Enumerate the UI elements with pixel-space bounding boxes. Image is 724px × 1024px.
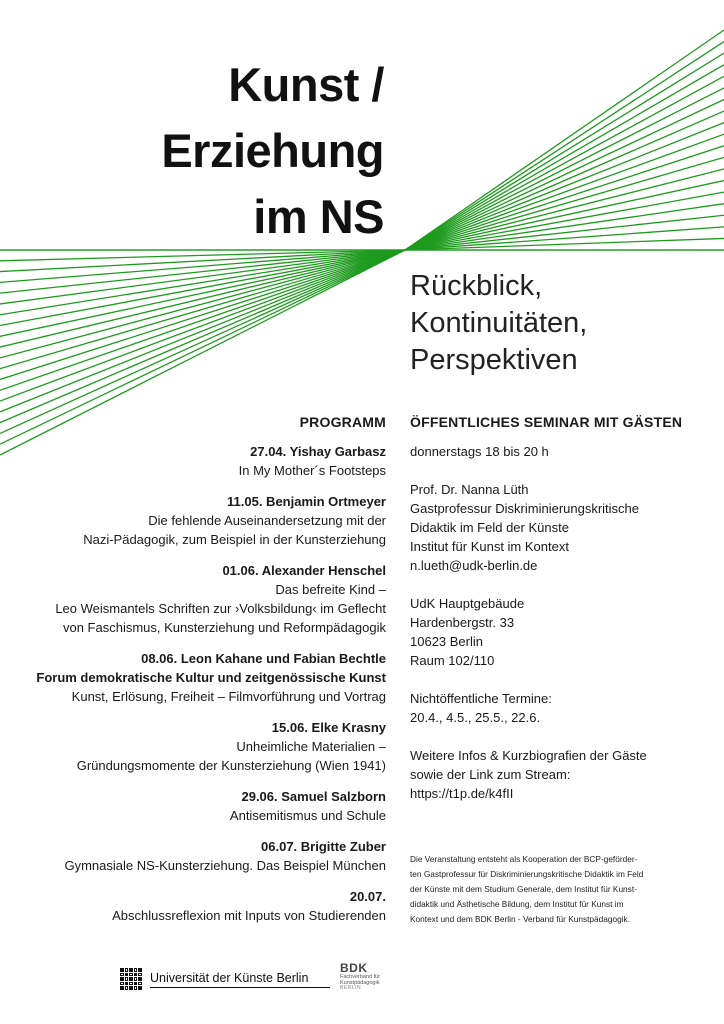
title-line: Kunst / [228,58,384,111]
program-entry [6,561,386,637]
note-line: Kontext und dem BDK Berlin - Verband für Kunstpädagogik. [410,914,631,924]
title-line: Erziehung [161,124,384,177]
program-entry-text: Gründungsmomente der Kunsterziehung (Wien 1941) [76,758,386,773]
program-entry-text: Das befreite Kind – [275,582,386,597]
program-entry-text: In My Mother´s Footsteps [238,463,386,478]
udk-logo-name: Universität der Künste Berlin [150,971,330,988]
program-entry-text: Antisemitismus und Schule [229,808,386,823]
program-entry [6,492,386,549]
program-entry-text: Gymnasiale NS-Kunsterziehung. Das Beispiel München [64,858,386,873]
program-entry [6,837,386,875]
ray-line [0,250,405,412]
program-entry-text: Nazi-Pädagogik, zum Beispiel in der Kunsterziehung [83,532,386,547]
info-line: Nichtöffentliche Termine: [410,691,552,706]
ray-line [405,42,724,250]
info-line: n.lueth@udk-berlin.de [410,558,538,573]
program-entry-text: von Faschismus, Kunsterziehung und Reformpädagogik [62,620,386,635]
note-line: ten Gastprofessur für Diskriminierungskritische Didaktik im Feld [410,869,644,879]
info-block [410,689,710,727]
info-line: 10623 Berlin [410,634,483,649]
program-entry-title: 20.07. [349,889,386,904]
info-line: https://t1p.de/k4fII [410,786,514,801]
program-entry [6,442,386,480]
subtitle-line: Rückblick, [410,270,543,302]
ray-line [405,88,724,250]
ray-line [405,76,724,250]
info-block [410,442,710,461]
udk-logo [120,965,330,993]
info-block [410,480,710,575]
bdk-logo-line: Kunstpädagogik [340,980,380,986]
program-entry-title: 06.07. Brigitte Zuber [261,839,386,854]
info-block [410,594,710,670]
program-entry-text: Unheimliche Materialien – [236,739,386,754]
info-line: Weitere Infos & Kurzbiografien der Gäste [410,748,647,763]
info-block [410,746,710,803]
subtitle-line: Perspektiven [410,344,578,376]
info-line: donnerstags 18 bis 20 h [410,444,549,459]
bdk-logo-line: Fachverband für [340,974,381,980]
info-line: Institut für Kunst im Kontext [410,539,569,554]
note-line: didaktik und Ästhetische Bildung, dem Institut für Kunst im [410,899,624,909]
bdk-logo-mark: BDK [340,961,368,975]
title-line: im NS [253,190,384,243]
ray-line [0,250,405,401]
program-entry-title: Forum demokratische Kultur und zeitgenössische Kunst [36,670,386,685]
subtitle-line: Kontinuitäten, [410,307,588,339]
ray-line [0,250,405,423]
ray-line [0,250,405,336]
poster-title [54,52,384,250]
program-entry-text: Leo Weismantels Schriften zur ›Volksbildung‹ im Geflecht [55,601,386,616]
program-entry-text: Kunst, Erlösung, Freiheit – Filmvorführung und Vortrag [71,689,386,704]
ray-line [405,65,724,250]
seminar-heading: ÖFFENTLICHES SEMINAR MIT GÄSTEN [410,414,683,430]
program-entry-text: Abschlussreflexion mit Inputs von Studierenden [112,908,386,923]
program-entry [6,787,386,825]
poster-subtitle [410,268,710,379]
info-line: Hardenbergstr. 33 [410,615,515,630]
ray-line [405,157,724,250]
program-entry-title: 11.05. Benjamin Ortmeyer [227,494,386,509]
program-entry-title: 27.04. Yishay Garbasz [250,444,386,459]
info-line: UdK Hauptgebäude [410,596,525,611]
program-entry-title: 08.06. Leon Kahane und Fabian Bechtle [141,651,386,666]
program-entry-title: 29.06. Samuel Salzborn [241,789,386,804]
bdk-logo-city: BERLIN [340,985,362,991]
bdk-logo [340,962,400,991]
info-line: Raum 102/110 [410,653,495,668]
program-entry-title: 01.06. Alexander Henschel [222,563,386,578]
note-line: der Künste mit dem Studium Generale, dem Institut für Kunst- [410,884,637,894]
ray-line [0,250,405,347]
udk-logo-mark [120,968,142,990]
cooperation-note [410,852,710,927]
info-line: Didaktik im Feld der Künste [410,520,569,535]
info-line: 20.4., 4.5., 25.5., 22.6. [410,710,541,725]
program-entry [6,887,386,925]
info-line: sowie der Link zum Stream: [410,767,571,782]
program-entry [6,718,386,775]
ray-line [405,146,724,250]
info-line: Gastprofessur Diskriminierungskritische [410,501,640,516]
program-heading: PROGRAMM [299,414,386,430]
program-entry [6,649,386,706]
seminar-info [410,442,710,822]
note-line: Die Veranstaltung entsteht als Kooperation der BCP-geförder- [410,854,638,864]
program-list [6,442,386,937]
ray-line [405,30,724,250]
program-entry-text: Die fehlende Auseinandersetzung mit der [148,513,386,528]
info-line: Prof. Dr. Nanna Lüth [410,482,529,497]
program-entry-title: 15.06. Elke Krasny [271,720,386,735]
